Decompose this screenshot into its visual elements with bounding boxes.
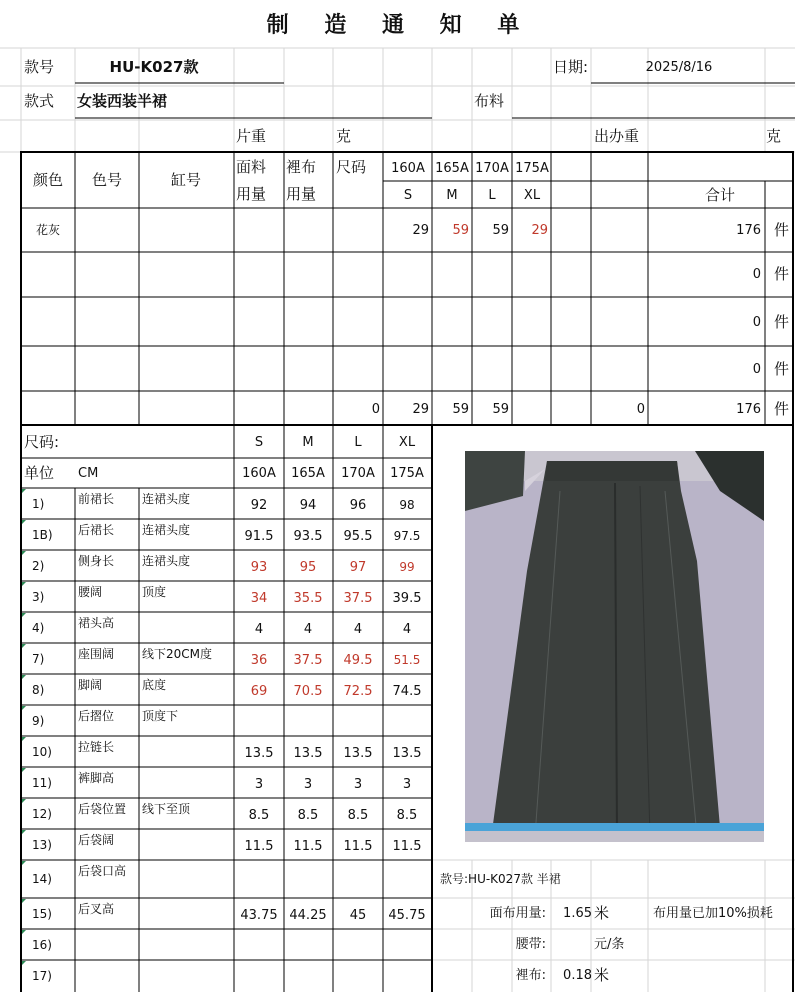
spec-row-no: 3) <box>32 589 45 604</box>
size-m: M <box>302 435 314 450</box>
style-no-value: HU-K027款 <box>109 58 199 76</box>
col-total: 合计 <box>704 186 736 204</box>
spec-row-value: 4 <box>303 621 313 637</box>
spec-row-value: 8.5 <box>248 807 270 823</box>
spec-row-value: 11.5 <box>392 838 422 854</box>
date-value: 2025/8/16 <box>645 60 713 75</box>
spec-row-value: 49.5 <box>343 652 373 668</box>
spec-row-name: 后袋位置 <box>78 802 127 816</box>
spec-row-value: 36 <box>250 652 268 668</box>
fabric-use-label: 面布用量: <box>489 906 546 921</box>
lining-value: 0.18 <box>563 968 592 983</box>
spec-row-value: 11.5 <box>343 838 373 854</box>
spec-row-value: 93.5 <box>293 528 323 544</box>
spec-row-no: 14) <box>32 872 52 886</box>
page-title: 制 造 通 知 单 <box>266 13 534 38</box>
spec-row-value: 39.5 <box>392 590 422 606</box>
spec-row-no: 1) <box>32 496 45 511</box>
spec-row-name: 拉链长 <box>78 740 115 754</box>
spec-row-value: 11.5 <box>293 838 323 854</box>
row2-total: 0 <box>752 267 761 282</box>
spec-row-value: 43.75 <box>240 907 278 923</box>
spec-row-method: 底度 <box>142 678 167 692</box>
spec-row-value: 3 <box>402 776 412 792</box>
row1-color: 花灰 <box>35 223 61 237</box>
col-lining-use-2: 用量 <box>286 185 317 203</box>
spec-row-no: 8) <box>32 682 45 697</box>
spec-row-value: 95 <box>299 559 317 575</box>
sum-qty-l: 59 <box>492 402 509 417</box>
row1-qty-m: 59 <box>452 223 469 238</box>
size-top-3: 170A <box>475 161 509 176</box>
spec-row-no: 9) <box>32 713 45 728</box>
spec-row-value: 98 <box>399 497 415 512</box>
spec-row-value: 11.5 <box>244 838 274 854</box>
spec-row-no: 16) <box>32 937 52 952</box>
spec-row-name: 腰阔 <box>78 585 103 599</box>
spec-row-value: 8.5 <box>347 807 369 823</box>
spec-row-value: 97.5 <box>393 528 421 543</box>
spec-row-value: 95.5 <box>343 528 373 544</box>
gram-unit-2: 克 <box>766 127 782 145</box>
spec-row-value: 34 <box>250 590 268 606</box>
spec-row-value: 70.5 <box>293 683 323 699</box>
sum-qty-m: 59 <box>452 402 469 417</box>
spec-row-name: 裙头高 <box>78 616 115 630</box>
spec-row-no: 10) <box>32 744 52 759</box>
sum-qty-s: 29 <box>412 402 429 417</box>
size-code-2: 165A <box>291 466 325 481</box>
spec-row-value: 8.5 <box>297 807 319 823</box>
spec-row-no: 1B) <box>32 527 53 542</box>
spec-row-no: 15) <box>32 906 52 921</box>
spec-row-method: 线下至顶 <box>142 802 191 816</box>
size-table-label: 尺码: <box>24 433 60 451</box>
spec-row-no: 11) <box>32 775 52 790</box>
unit-value: CM <box>78 466 99 481</box>
spec-row-method: 连裙头度 <box>142 554 191 568</box>
row4-unit: 件 <box>774 360 790 378</box>
fabric-use-unit: 米 <box>594 904 610 922</box>
spec-row-method: 线下20CM度 <box>142 647 213 661</box>
spec-row-name: 后摺位 <box>78 709 115 723</box>
spec-row-value: 37.5 <box>343 590 373 606</box>
unit-label: 单位 <box>24 464 55 482</box>
spec-row-name: 后袋阔 <box>78 833 115 847</box>
lining-unit: 米 <box>594 966 610 984</box>
spec-row-name: 后袋口高 <box>78 864 127 878</box>
spec-row-no: 17) <box>32 969 52 983</box>
waistband-label: 腰带: <box>515 937 546 952</box>
spec-row-name: 侧身长 <box>78 554 115 568</box>
spec-row-value: 44.25 <box>289 907 327 923</box>
spec-row-value: 93 <box>250 559 268 575</box>
row1-total: 176 <box>736 223 761 238</box>
spec-row-value: 69 <box>250 683 268 699</box>
spec-row-value: 74.5 <box>392 683 422 699</box>
spec-row-name: 后叉高 <box>78 902 115 916</box>
spec-row-method: 顶度 <box>142 585 167 599</box>
piece-weight-label: 片重 <box>236 127 267 145</box>
size-s: S <box>254 435 264 450</box>
size-bottom-1: S <box>403 188 413 203</box>
col-fabric-use-2: 用量 <box>236 185 267 203</box>
sample-weight-label: 出办重 <box>594 127 640 145</box>
spec-row-value: 13.5 <box>392 745 422 761</box>
spec-row-value: 3 <box>353 776 363 792</box>
spec-row-method: 顶度下 <box>142 709 179 723</box>
spec-row-value: 92 <box>250 497 268 513</box>
spec-row-value: 3 <box>303 776 313 792</box>
spec-row-name: 后裙长 <box>78 523 115 537</box>
spec-row-value: 37.5 <box>293 652 323 668</box>
sum-unit: 件 <box>774 400 790 418</box>
col-vat-no: 缸号 <box>170 171 202 189</box>
col-color: 颜色 <box>32 171 64 189</box>
size-code-1: 160A <box>242 466 276 481</box>
spec-row-no: 7) <box>32 651 45 666</box>
size-bottom-2: M <box>446 188 458 203</box>
spec-row-value: 3 <box>254 776 264 792</box>
spec-row-name: 座围阔 <box>78 647 115 661</box>
sum-total: 176 <box>736 402 761 417</box>
row1-qty-s: 29 <box>412 223 429 238</box>
spec-row-name: 脚阔 <box>78 678 103 692</box>
spec-row-name: 裤脚高 <box>78 771 115 785</box>
spec-row-no: 12) <box>32 806 52 821</box>
col-fabric-use-1: 面料 <box>236 158 267 176</box>
row1-qty-l: 59 <box>492 223 509 238</box>
sum-lead: 0 <box>371 402 380 417</box>
spec-row-value: 13.5 <box>244 745 274 761</box>
spec-row-value: 45 <box>349 907 367 923</box>
style-name: 女装西装半裙 <box>77 92 168 110</box>
spec-row-no: 4) <box>32 620 45 635</box>
row4-total: 0 <box>752 362 761 377</box>
spec-row-method: 连裙头度 <box>142 523 191 537</box>
size-bottom-4: XL <box>523 188 541 203</box>
spec-row-no: 13) <box>32 837 52 852</box>
row3-unit: 件 <box>774 313 790 331</box>
right-style-caption: 款号:HU-K027款 半裙 <box>440 872 561 886</box>
row2-unit: 件 <box>774 265 790 283</box>
size-l: L <box>354 435 362 450</box>
fabric-label: 布料 <box>474 92 505 110</box>
spec-row-value: 4 <box>353 621 363 637</box>
sum-mid: 0 <box>636 402 645 417</box>
spec-row-value: 72.5 <box>343 683 373 699</box>
spec-row-value: 91.5 <box>244 528 274 544</box>
style-no-label: 款号 <box>24 58 55 76</box>
skirt-photo <box>465 451 764 842</box>
size-xl: XL <box>398 435 416 450</box>
spec-row-name: 前裙长 <box>78 492 115 506</box>
row3-total: 0 <box>752 315 761 330</box>
lining-label: 裡布: <box>515 968 546 983</box>
col-size-label: 尺码 <box>336 158 367 176</box>
spec-row-value: 35.5 <box>293 590 323 606</box>
spec-row-value: 13.5 <box>293 745 323 761</box>
spec-row-value: 97 <box>349 559 367 575</box>
spec-row-value: 4 <box>254 621 264 637</box>
spec-row-value: 94 <box>299 497 317 513</box>
size-top-2: 165A <box>435 161 469 176</box>
spec-row-value: 51.5 <box>393 652 421 667</box>
size-bottom-3: L <box>488 188 496 203</box>
row1-qty-xl: 29 <box>531 223 548 238</box>
style-label: 款式 <box>24 92 55 110</box>
size-code-3: 170A <box>341 466 375 481</box>
col-lining-use-1: 裡布 <box>286 158 317 176</box>
fabric-note: 布用量已加10%损耗 <box>653 906 773 921</box>
spec-row-value: 96 <box>349 497 367 513</box>
fabric-use-value: 1.65 <box>563 906 592 921</box>
spec-row-value: 45.75 <box>388 907 426 923</box>
size-code-4: 175A <box>390 466 424 481</box>
row1-unit: 件 <box>774 221 790 239</box>
size-top-1: 160A <box>391 161 425 176</box>
spec-row-method: 连裙头度 <box>142 492 191 506</box>
col-color-no: 色号 <box>91 171 123 189</box>
spec-row-value: 13.5 <box>343 745 373 761</box>
spec-row-value: 99 <box>399 559 415 574</box>
gram-unit: 克 <box>336 127 352 145</box>
spec-row-value: 4 <box>402 621 412 637</box>
size-top-4: 175A <box>515 161 549 176</box>
spec-row-no: 2) <box>32 558 45 573</box>
waistband-unit: 元/条 <box>594 937 625 952</box>
date-label: 日期: <box>553 58 589 76</box>
spec-row-value: 8.5 <box>396 807 418 823</box>
